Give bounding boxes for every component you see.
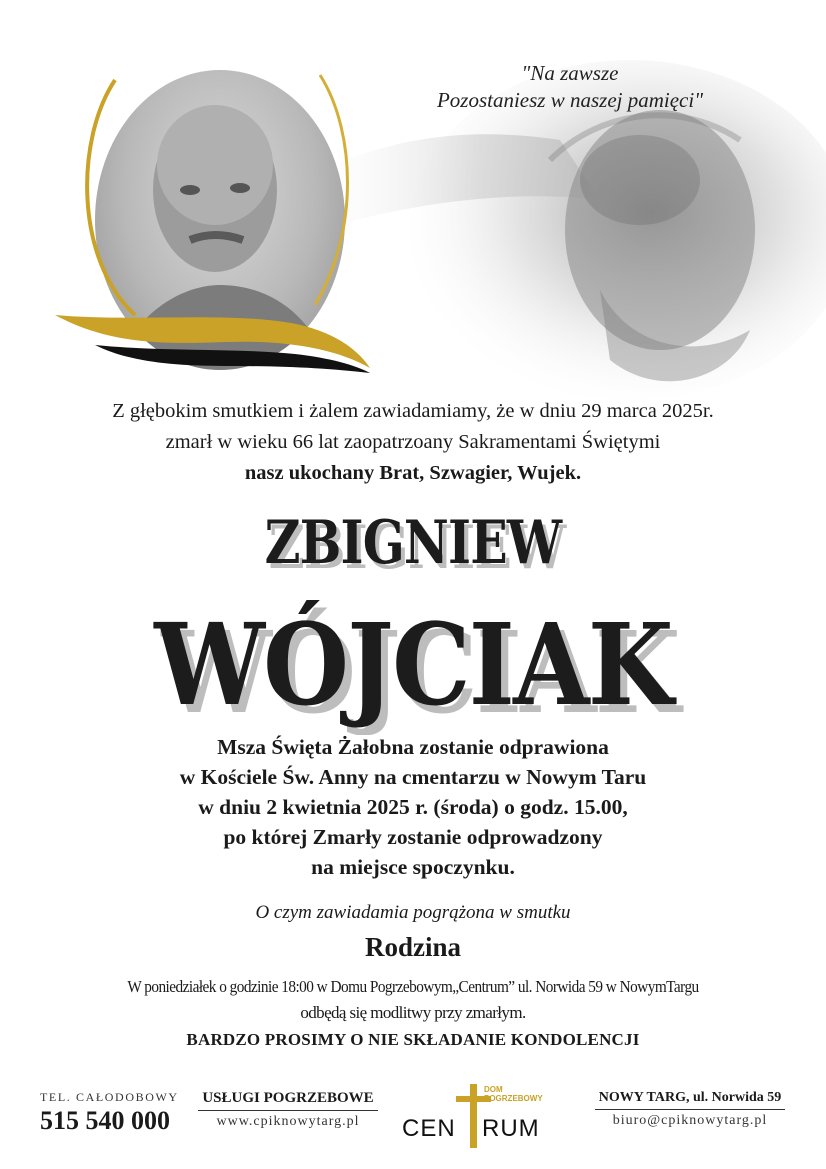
footer (0, 1082, 826, 1162)
prayer-info (0, 974, 826, 1026)
tel-number[interactable]: 515 540 000 (40, 1106, 170, 1135)
centrum-logo (400, 1082, 565, 1152)
memorial-quote (360, 60, 780, 114)
tel-label: TEL. CAŁODOBOWY (40, 1090, 179, 1104)
mass-line-2: w Kościele Św. Anny na cmentarzu w Nowym Taru (179, 765, 647, 789)
intro-line-2: zmarł w wieku 66 lat zaopatrzoany Sakramentami Świętymi (165, 431, 661, 453)
logo-small-text: DOM (484, 1085, 503, 1094)
intro-line-1: Z głębokim smutkiem i żalem zawiadamiamy, że w dniu 29 marca 2025r. (112, 400, 714, 422)
announcement-intro (0, 396, 826, 489)
logo-small-text-2: POGRZEBOWY (484, 1094, 543, 1103)
address-block (595, 1090, 785, 1129)
intro-line-3: nasz ukochany Brat, Szwagier, Wujek. (244, 462, 582, 484)
mass-line-3: w dniu 2 kwietnia 2025 r. (środa) o godz. 15.00, (198, 795, 628, 819)
email-link[interactable]: biuro@cpiknowytarg.pl (612, 1113, 768, 1128)
website-link[interactable]: www.cpiknowytarg.pl (216, 1114, 360, 1129)
deceased-last-name: WÓJCIAK (154, 600, 672, 731)
logo-text-left: CEN (402, 1115, 456, 1142)
address-title: NOWY TARG, ul. Norwida 59 (595, 1090, 785, 1110)
mass-line-5: na miejsce spoczynku. (311, 855, 515, 879)
quote-line-1: "Na zawsze (521, 61, 619, 85)
deceased-first-name: ZBIGNIEW (264, 508, 562, 578)
condolences-note: BARDZO PROSIMY O NIE SKŁADANIE KONDOLENCJI (186, 1030, 640, 1049)
mass-line-1: Msza Święta Żałobna zostanie odprawiona (217, 735, 609, 759)
funeral-mass-info (0, 732, 826, 882)
portrait-frame (55, 60, 375, 375)
prayer-line-2: odbędą się modlitwy przy zmarłym. (300, 1003, 526, 1022)
prayer-line-1: W poniedziałek o godzinie 18:00 w Domu Pogrzebowym„Centrum” ul. Norwida 59 w NowymTargu (127, 977, 699, 996)
services-title: USŁUGI POGRZEBOWE (198, 1090, 378, 1111)
notify-line: O czym zawiadamia pogrążona w smutku (255, 902, 571, 923)
gold-arc-ornament (55, 60, 375, 375)
services-block (198, 1090, 378, 1130)
logo-text-right: RUM (482, 1115, 540, 1142)
family-signature: Rodzina (364, 932, 462, 962)
quote-line-2: Pozostaniesz w naszej pamięci" (436, 88, 704, 112)
mass-line-4: po której Zmarły zostanie odprowadzony (223, 825, 603, 849)
